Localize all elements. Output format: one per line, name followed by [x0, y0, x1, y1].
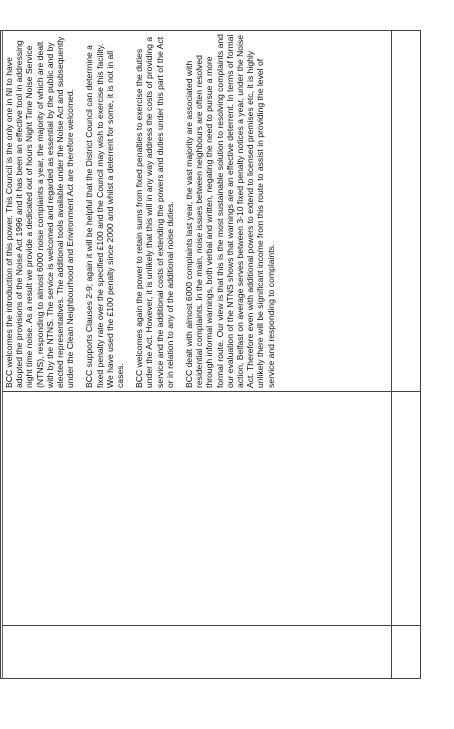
table-border-right [420, 30, 421, 679]
table-border-bottom [0, 678, 421, 679]
response-paragraph: BCC supports Clauses 2-9; again it will be helpful that the District Council can determine a fixed penalty rate over the specified £100 and the Council may wish to exercise this facility. We have used the £100 penalty since 2000 and whilst a deterrent for some, it is not in all cases. [84, 43, 126, 388]
response-paragraph: BCC dealt with almost 6000 complaints last year, the vast majority are associated with residential complaints. In the main, noise issues between neighbours are often resolved through informal warnings, both verbal and written, negating the need to pursue a more formal route. Our view is that this is the most sustainable solution to resolving complaints and our evaluation of the NTNS shows that warnings are an effective deterrent. In terms of formal action, Belfast on average serves between 3-10 fixed penalty notices a year, under the Noise Act. Therefore even with additional powers to extend to licensed premises etc, it is highly unlikely there will be significant income from this route to assist in providing the level of service and responding to complaints. [184, 34, 276, 388]
table-border-left [0, 30, 1, 679]
table-row-divider [2, 625, 421, 626]
response-paragraph: BCC welcomes again the power to retain sums from fixed penalties to exercise the duties under the Act. However, it is unlikely that this will in any way address the costs of providing a service and the additional costs of extending the powers and duties under this part of the Act or in relation to any of the additional noise duties. [134, 36, 175, 388]
response-text-cell [3, 32, 391, 390]
table-row-divider [2, 391, 421, 392]
table-column-divider [391, 30, 392, 679]
response-paragraph: BCC welcomes the introduction of this power. This Council is the only one in NI to have adopted the provisions of the Noise Act 1996 and it has been an effective tool in addressing night time noise. As a result we provide a dedicated out of hours Night Time Noise Service (NTNS), responding to almost 6000 noise complaints a year, the majority of which are dealt with by the NTNS. The service is welcomed and regarded as essential by the public and by elected representatives. The additional tools available under the Noise Act and subsequently under the Clean Neighbourhood and Environment Act are therefore welcomed. [4, 36, 76, 388]
table-border-top [0, 30, 421, 31]
